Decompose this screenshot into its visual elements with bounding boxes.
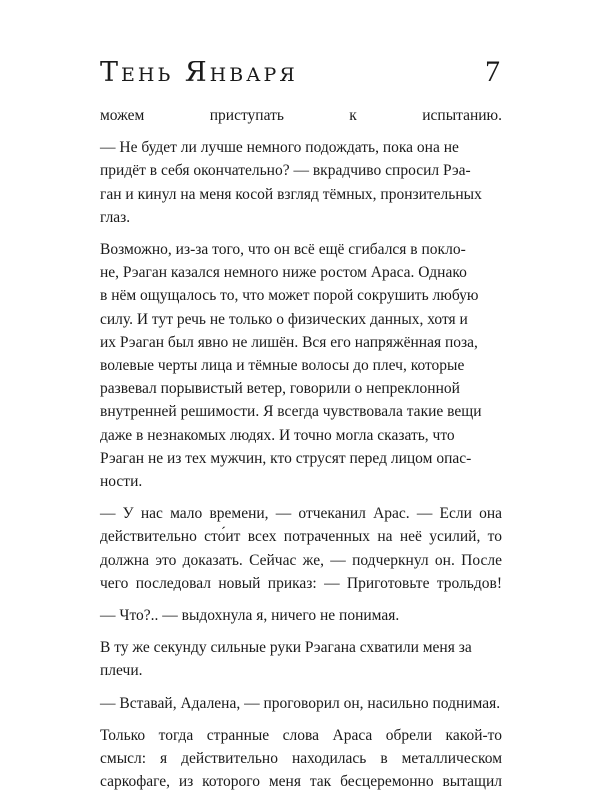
page-number: 7: [485, 55, 500, 88]
text-line: должна это доказать. Сейчас же, — подчеркнул он. После: [100, 551, 502, 569]
paragraph: [100, 502, 502, 595]
text-line: ности.: [100, 473, 143, 491]
text-line: силу. И тут речь не только о физических данных, хотя и: [100, 310, 468, 328]
text-line: саркофаге, из которого меня так бесцеремонно вытащил: [100, 773, 502, 791]
text-line: ган и кинул на меня косой взгляд тёмных, пронзительных: [100, 185, 482, 203]
paragraph: [100, 604, 502, 627]
text-line: даже в незнакомых людях. И точно могла сказать, что: [100, 426, 455, 444]
text-line: смысл: я действительно находилась в металлическом: [100, 750, 502, 768]
text-line: не, Рэаган казался немного ниже ростом Араса. Однако: [100, 264, 467, 282]
paragraph: [100, 104, 502, 127]
text-line: Возможно, из-за того, что он всё ещё сгибался в покло-: [100, 241, 466, 259]
text-line: в нём ощущалось то, что может порой сокрушить любую: [100, 287, 479, 305]
text-line: — Не будет ли лучше немного подождать, пока она не: [100, 139, 459, 157]
running-header: [100, 52, 500, 92]
paragraph: [100, 136, 502, 229]
body-text: [100, 104, 502, 802]
text-line: глаз.: [100, 208, 131, 226]
text-line: их Рэаган был явно не лишён. Вся его напряжённая поза,: [100, 333, 478, 351]
text-line: — У нас мало времени, — отчеканил Арас. — Если она: [100, 505, 502, 523]
paragraph: [100, 636, 502, 682]
text-line: Рэаган не из тех мужчин, кто струсят перед лицом опас-: [100, 449, 472, 467]
text-line: развевал порывистый ветер, говорили о непреклонной: [100, 380, 460, 398]
text-line: — Вставай, Адалена, — проговорил он, насильно поднимая.: [100, 694, 501, 712]
paragraph: [100, 724, 502, 794]
text-line: внутренней решимости. Я всегда чувствовала такие вещи: [100, 403, 482, 421]
book-title: Тень Января: [100, 56, 298, 88]
text-line: можем приступать к испытанию.: [100, 107, 502, 124]
text-line: волевые черты лица и тёмные волосы до плеч, которые: [100, 357, 465, 375]
paragraph: [100, 238, 502, 493]
text-line: В ту же секунду сильные руки Рэагана схватили меня за: [100, 639, 472, 657]
text-line: чего последовал новый приказ: — Приготовьте трольдов!: [100, 574, 502, 592]
text-line: действительно сто́ит всех потраченных на неё усилий, то: [100, 528, 502, 546]
text-line: придёт в себя окончательно? — вкрадчиво спросил Рэа-: [100, 162, 471, 180]
text-line: — Что?.. — выдохнула я, ничего не понимая.: [100, 607, 400, 625]
text-line: плечи.: [100, 662, 143, 680]
text-line: Только тогда странные слова Араса обрели какой-то: [100, 726, 502, 744]
paragraph: [100, 692, 502, 715]
